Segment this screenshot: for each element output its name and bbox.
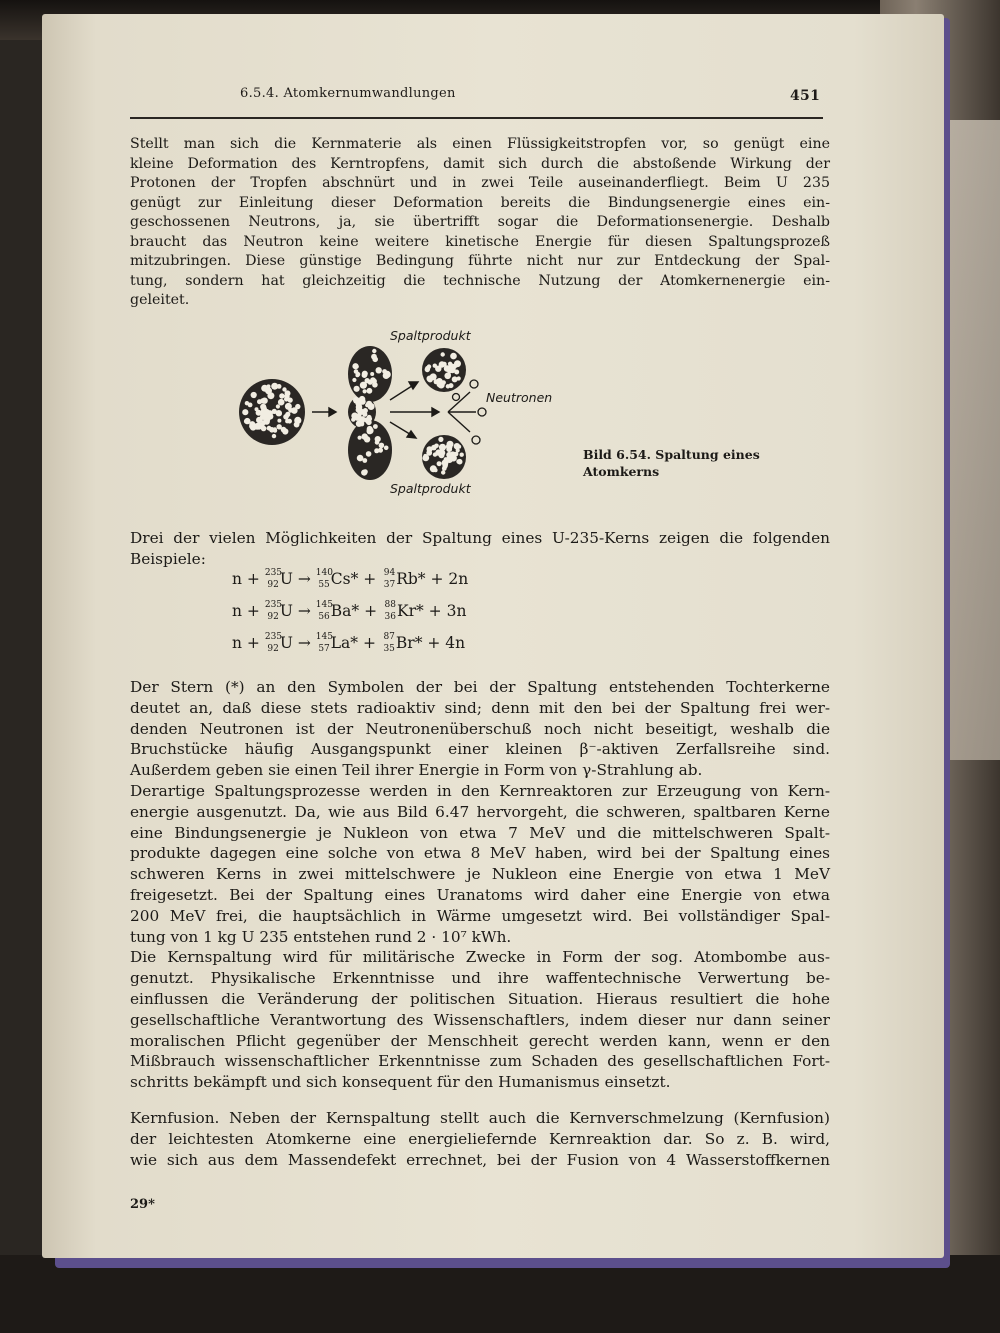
text-line: Außerdem geben sie einen Teil ihrer Energie in Form von γ-Strahlung ab. xyxy=(130,761,703,780)
text-line: einflussen die Veränderung der politischen Situation. Hieraus resultiert die hohe xyxy=(130,989,830,1008)
deformed-nucleus-drawing xyxy=(348,346,392,480)
text-line: Mißbrauch wissenschaftlicher Erkenntnisse zum Schaden des gesellschaftlichen Fort- xyxy=(130,1052,830,1071)
nuclide-product-2 xyxy=(382,602,466,620)
text-line: energie ausgenutzt. Da, wie aus Bild 6.47 hervorgeht, die schweren, spaltbaren Kerne xyxy=(130,802,830,821)
mass-number: 88 xyxy=(384,600,396,610)
atomic-number: 36 xyxy=(384,612,396,622)
nuclide-product-1 xyxy=(316,634,376,652)
text-line: wie sich aus dem Massendefekt errechnet, bei der Fusion von 4 Wasserstoffkernen xyxy=(130,1150,830,1169)
fission-equation-3 xyxy=(232,634,465,652)
paragraph-kernfusion xyxy=(130,1108,830,1170)
text-line: der leichtesten Atomkerne eine energieliefernde Kernreaktion dar. So z. B. wird, xyxy=(130,1129,830,1148)
nuclide-uranium xyxy=(265,602,311,620)
header-rule xyxy=(130,117,823,119)
mass-number: 87 xyxy=(383,632,395,642)
text-line: schweren Kerns in zwei mittelschwere je Nukleon eine Energie von etwa 1 MeV xyxy=(130,865,830,884)
mass-number: 94 xyxy=(383,568,396,578)
eq-term: U → xyxy=(279,634,311,652)
fission-equation-2 xyxy=(232,602,466,620)
text-line: Derartige Spaltungsprozesse werden in den Kernreaktoren zur Erzeugung von Kern- xyxy=(130,781,830,800)
text-line: Bruchstücke häufig Ausgangspunkt einer kleinen β⁻-aktiven Zerfallsreihe sind. xyxy=(130,740,830,759)
text-line: geleitet. xyxy=(130,292,190,308)
eq-term: Cs* + xyxy=(330,570,377,588)
text-line: Die Kernspaltung wird für militärische Zwecke in Form der sog. Atombombe aus- xyxy=(130,948,830,967)
nuclide-uranium xyxy=(265,634,311,652)
text-line: geschossenen Neutrons, ja, sie übertrifft sogar die Deformationsenergie. Deshalb xyxy=(130,214,830,230)
text-line: Kernfusion. Neben der Kernspaltung stellt auch die Kernverschmelzung (Kernfusion) xyxy=(130,1109,830,1127)
nuclide-uranium xyxy=(265,570,311,588)
atomic-number: 57 xyxy=(318,644,330,654)
atomic-number: 55 xyxy=(318,580,330,590)
text-line: schritts bekämpft und sich konsequent für den Humanismus einsetzt. xyxy=(130,1073,671,1092)
label-spaltprodukt-top: Spaltprodukt xyxy=(390,328,471,343)
text-line: 200 MeV frei, die hauptsächlich in Wärme umgesetzt wird. Bei vollständiger Spal- xyxy=(130,906,830,925)
text-line: kleine Deformation des Kerntropfens, damit sich durch die abstoßende Wirkung der xyxy=(130,155,830,172)
nuclide-product-2 xyxy=(381,634,465,652)
atomic-number: 37 xyxy=(383,580,396,590)
text-line: Drei der vielen Möglichkeiten der Spaltung eines U-235-Kerns zeigen die folgenden xyxy=(130,529,830,547)
text-line: gesellschaftliche Verantwortung des Wissenschaftlers, indem dieser nur dann seiner xyxy=(130,1010,830,1029)
caption-line: Bild 6.54. Spaltung eines xyxy=(583,447,760,462)
atomic-number: 35 xyxy=(383,644,395,654)
mass-number: 145 xyxy=(315,600,333,610)
eq-term: n + xyxy=(232,634,260,652)
atomic-number: 92 xyxy=(267,612,279,622)
page-number: 451 xyxy=(790,88,821,104)
label-neutronen: Neutronen xyxy=(486,390,553,405)
text-line: Stellt man sich die Kernmaterie als einen Flüssigkeitstropfen vor, so genügt eine xyxy=(130,136,830,152)
atomic-number: 92 xyxy=(267,644,279,654)
paragraph-fission-explanation xyxy=(130,677,830,1093)
fission-equation-1 xyxy=(232,570,468,588)
uranium-nucleus-drawing xyxy=(239,379,305,445)
paragraph-droplet-model xyxy=(130,135,830,311)
mass-number: 235 xyxy=(264,600,283,610)
mass-number: 145 xyxy=(315,632,333,642)
text-line: tung, sondern hat gleichzeitig die technische Nutzung der Atomkernenergie ein- xyxy=(130,272,830,289)
fragment-top-drawing xyxy=(422,348,466,392)
atomic-number: 56 xyxy=(318,612,330,622)
text-line: Der Stern (*) an den Symbolen der bei der Spaltung entstehenden Tochterkerne xyxy=(130,678,830,696)
text-line: Protonen der Tropfen abschnürt und in zwei Teile auseinanderfliegt. Beim U 235 xyxy=(130,175,830,191)
eq-term: Rb* + 2n xyxy=(396,570,469,588)
paragraph-examples-intro xyxy=(130,528,830,570)
mass-number: 235 xyxy=(264,568,283,578)
nuclide-product-1 xyxy=(316,570,376,588)
mass-number: 140 xyxy=(315,568,333,578)
fragment-bottom-drawing xyxy=(422,435,466,479)
text-line: braucht das Neutron keine weitere kinetische Energie für diesen Spaltungsprozeß xyxy=(130,233,830,250)
mass-number: 235 xyxy=(264,632,283,642)
text-line: deutet an, daß diese stets radioaktiv sind; denn mit den bei der Spaltung frei wer- xyxy=(130,698,830,717)
text-line: moralischen Pflicht gegenüber der Menschheit gerecht werden kann, wenn er den xyxy=(130,1031,830,1050)
nuclide-product-1 xyxy=(316,602,377,620)
nuclide-product-2 xyxy=(381,570,468,588)
fission-illustration xyxy=(230,322,580,502)
text-line: mitzubringen. Diese günstige Bedingung führte nicht nur zur Entdeckung der Spal- xyxy=(130,253,830,269)
text-line: produkte dagegen eine solche von etwa 8 MeV haben, wird bei der Spaltung eines xyxy=(130,844,830,863)
eq-term: U → xyxy=(279,602,311,620)
eq-term: U → xyxy=(279,570,311,588)
text-line: Beispiele: xyxy=(130,549,206,568)
caption-line: Atomkerns xyxy=(583,464,660,479)
text-line: freigesetzt. Bei der Spaltung eines Uranatoms wird daher eine Energie von etwa xyxy=(130,885,830,904)
label-spaltprodukt-bottom: Spaltprodukt xyxy=(390,481,471,496)
eq-term: Br* + 4n xyxy=(395,634,466,652)
eq-term: Kr* + 3n xyxy=(397,602,467,620)
text-line: tung von 1 kg U 235 entstehen rund 2 · 10⁷ kWh. xyxy=(130,927,512,946)
text-line: denden Neutronen ist der Neutronenüberschuß noch nicht beseitigt, weshalb die xyxy=(130,719,830,738)
eq-term: n + xyxy=(232,570,260,588)
figure-caption xyxy=(583,446,760,480)
text-line: eine Bindungsenergie je Nukleon von etwa 7 MeV und die mittelschweren Spalt- xyxy=(130,823,830,842)
atomic-number: 92 xyxy=(267,580,279,590)
eq-term: Ba* + xyxy=(330,602,378,620)
eq-term: La* + xyxy=(330,634,376,652)
eq-term: n + xyxy=(232,602,260,620)
text-line: genügt zur Einleitung dieser Deformation bereits die Bindungsenergie eines ein- xyxy=(130,194,830,211)
signature-mark: 29* xyxy=(130,1197,155,1212)
text-line: genutzt. Physikalische Erkenntnisse und ihre waffentechnische Verwertung be- xyxy=(130,969,830,988)
running-header-title: 6.5.4. Atomkernumwandlungen xyxy=(240,86,456,101)
